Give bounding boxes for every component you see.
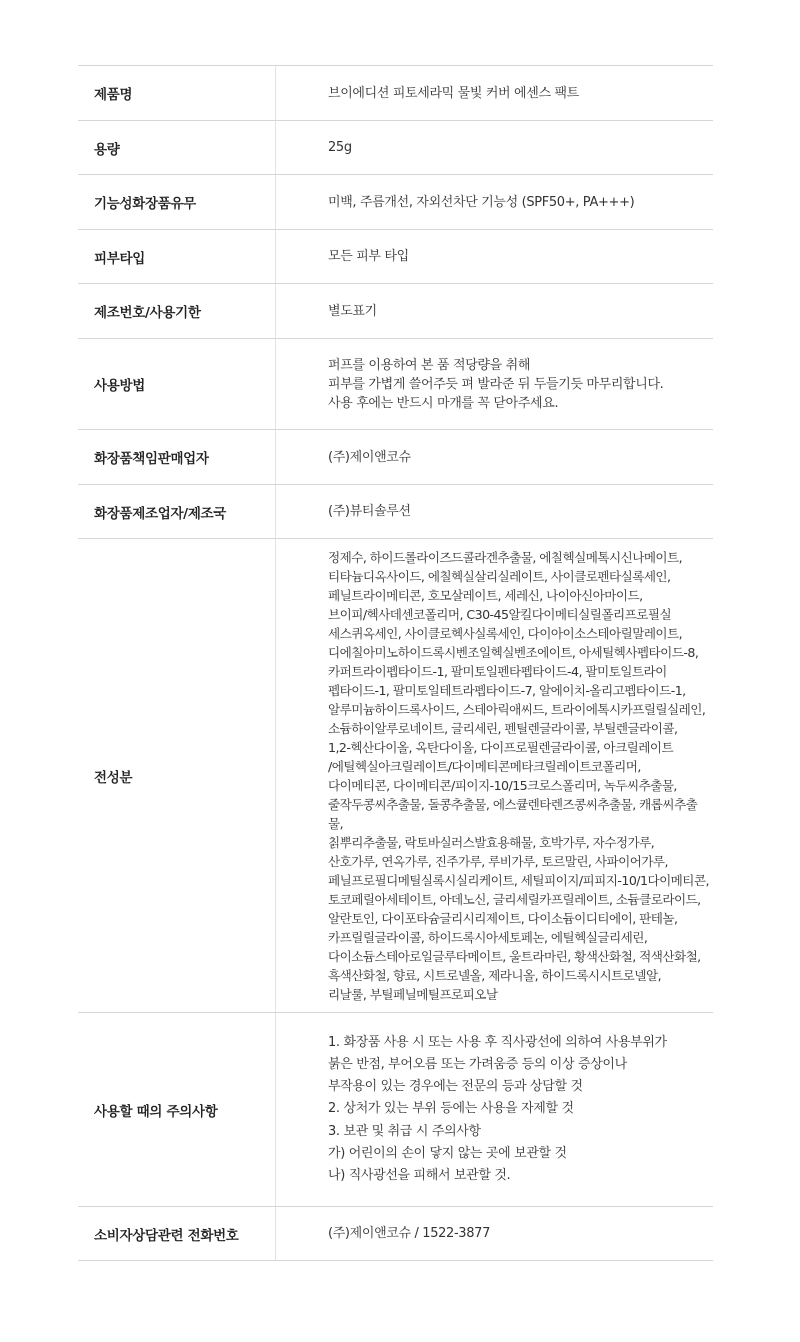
row-value: 미백, 주름개선, 자외선차단 기능성 (SPF50+, PA+++) <box>328 194 635 210</box>
table-row-skin-type <box>78 230 713 284</box>
table-row-volume <box>78 121 713 175</box>
row-label: 기능성화장품유무 <box>94 196 196 212</box>
row-label: 화장품제조업자/제조국 <box>94 505 227 522</box>
table-row-lot-expiry <box>78 284 713 339</box>
row-value: (주)제이앤코슈 / 1522-3877 <box>328 1226 490 1241</box>
row-label: 사용방법 <box>94 378 145 394</box>
row-value: 별도표기 <box>328 303 377 319</box>
row-value: (주)제이앤코슈 <box>328 449 411 465</box>
row-label: 사용할 때의 주의사항 <box>94 1103 218 1120</box>
row-value: 모든 피부 타입 <box>328 249 409 264</box>
table-row-ingredients <box>78 539 713 1013</box>
row-label: 제조번호/사용기한 <box>94 305 201 321</box>
row-label: 제품명 <box>94 87 133 103</box>
row-value: 1. 화장품 사용 시 또는 사용 후 직사광선에 의하여 사용부위가 붉은 반점, 부어오름 또는 가려움증 등의 이상 증상이나 부작용이 있는 경우에는 전문의 등과 상담할 것 2. 상처가 있는 부위 등에는 사용을 자제할 것 3. 보관 및 취급 시 주의사항 가) 어린이의 손이 닿지 않는 곳에 보관할 것 나) 직사광선을 피해서 보관할 것. <box>328 1034 667 1183</box>
table-row-usage <box>78 339 713 430</box>
table-row-functional <box>78 175 713 230</box>
table-row-seller <box>78 430 713 485</box>
row-value: 25g <box>328 140 352 155</box>
table-row-caution <box>78 1013 713 1207</box>
row-label: 화장품책임판매업자 <box>94 451 209 467</box>
table-row-manufacturer <box>78 485 713 539</box>
table-row-product-name <box>78 66 713 121</box>
row-label: 전성분 <box>94 769 133 786</box>
row-value: (주)뷰티솔루션 <box>328 504 411 519</box>
row-label: 소비자상담관련 전화번호 <box>94 1227 239 1244</box>
product-info-table <box>78 65 713 1261</box>
row-label: 용량 <box>94 141 120 158</box>
table-row-contact <box>78 1207 713 1261</box>
row-value: 브이에디션 피토세라믹 물빛 커버 에센스 팩트 <box>328 85 579 101</box>
row-value: 정제수, 하이드롤라이즈드콜라겐추출물, 에칠헥실메톡시신나메이트, 티타늄디옥사이드, 에칠헥실살리실레이트, 사이클로펜타실록세인, 페닐트라이메티콘, 호모살레이트, 세레신, 나이아신아마이드, 브이피/헥사데센코폴리머, C30-45알킬다이메티실릴폴리프로필실 세스퀴옥세인, 사이클로헥사실록세인, 다이아이소스테아릴말레이트, 디에칠아미노하이드록시벤조일헥실벤조에이트, 아세틸헥사펩타이드-8, 카퍼트라이펩타이드-1, 팔미토일펜타펩타이드-4, 팔미토일트라이 펩타이드-1, 팔미토일테트라펩타이드-7, 알에이치-올리고펩타이드-1, 알루미늄하이드록사이드, 스테아릭애씨드, 트라이에톡시카프릴릴실레인, 소듐하이알루로네이트, 글리세린, 펜틸렌글라이콜, 부틸렌글라이콜, 1,2-헥산다이올, 옥탄다이올, 다이프로필렌글라이콜, 아크릴레이트 /에틸헥실아크릴레이트/다이메티콘메타크릴레이트코폴리머, 다이메티콘, 다이메티콘/피이지-10/15크로스폴리머, 녹두씨추출물, 줄작두콩씨추출물, 돌콩추출물, 에스큘렌타렌즈콩씨추출물, 캐롭씨추출물, 칡뿌리추출물, 락토바실러스발효용해물, 호박가루, 자수정가루, 산호가루, 연옥가루, 진주가루, 루비가루, 토르말린, 사파이어가루, 페닐프로필디메틸실록시실리케이트, 세틸피이지/피피지-10/1다이메티콘, 토코페릴아세테이트, 아데노신, 글리세릴카프릴레이트, 소듐클로라이드, 알란토인, 다이포타슘글리시리제이트, 다이소듐이디티에이, 판테놀, 카프릴릴글라이콜, 하이드록시아세토페논, 에틸헥실글리세린, 다이소듐스테아로일글루타메이트, 울트라마린, 황색산화철, 적색산화철, 흑색산화철, 향료, 시트로넬올, 제라니올, 하이드록시시트로넬알, 리날룰, 부틸페닐메틸프로피오날 <box>328 549 709 1002</box>
row-label: 피부타입 <box>94 250 145 267</box>
row-value: 퍼프를 이용하여 본 품 적당량을 취해 피부를 가볍게 쓸어주듯 펴 발라준 뒤 두들기듯 마무리합니다. 사용 후에는 반드시 마개를 꼭 닫아주세요. <box>328 357 664 411</box>
